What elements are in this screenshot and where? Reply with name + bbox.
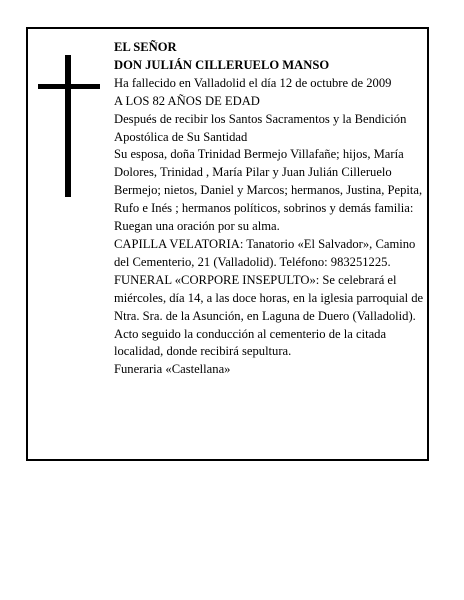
- family-list: Su esposa, doña Trinidad Bermejo Villafañe; hijos, María Dolores, Trinidad , María Pilar y Juan Julián Cilleruelo Bermejo; nietos, Daniel y Marcos; hermanos, Justina, Pepita, Rufo e Inés ; hermanos políticos, sobrinos y demás familia:: [114, 147, 423, 216]
- funeral-home: Funeraria «Castellana»: [114, 362, 231, 377]
- cross-icon: [38, 55, 100, 197]
- death-statement: Ha fallecido en Valladolid el día 12 de octubre de 2009: [114, 75, 392, 90]
- cross-vertical-bar: [65, 55, 71, 197]
- funeral-info: FUNERAL «CORPORE INSEPULTO»: Se celebrará el miércoles, día 14, a las doce horas, en la iglesia parroquial de Ntra. Sra. de la Asunción, en Laguna de Duero (Valladolid). Acto seguido la conducción al cementerio de la citada localidad, donde recibirá sepultura.: [114, 272, 424, 359]
- obituary-text: [114, 39, 426, 379]
- age-statement: A LOS 82 AÑOS DE EDAD: [114, 93, 260, 108]
- sacraments-statement: Después de recibir los Santos Sacramentos y la Bendición Apostólica de Su Santidad: [114, 111, 407, 144]
- deceased-name: DON JULIÁN CILLERUELO MANSO: [114, 57, 330, 72]
- cross-horizontal-bar: [38, 84, 100, 89]
- chapel-info: CAPILLA VELATORIA: Tanatorio «El Salvador», Camino del Cementerio, 21 (Valladolid). Teléfono: 983251225.: [114, 236, 416, 269]
- prayer-request: Ruegan una oración por su alma.: [114, 219, 280, 234]
- title-honorific: EL SEÑOR: [114, 40, 177, 54]
